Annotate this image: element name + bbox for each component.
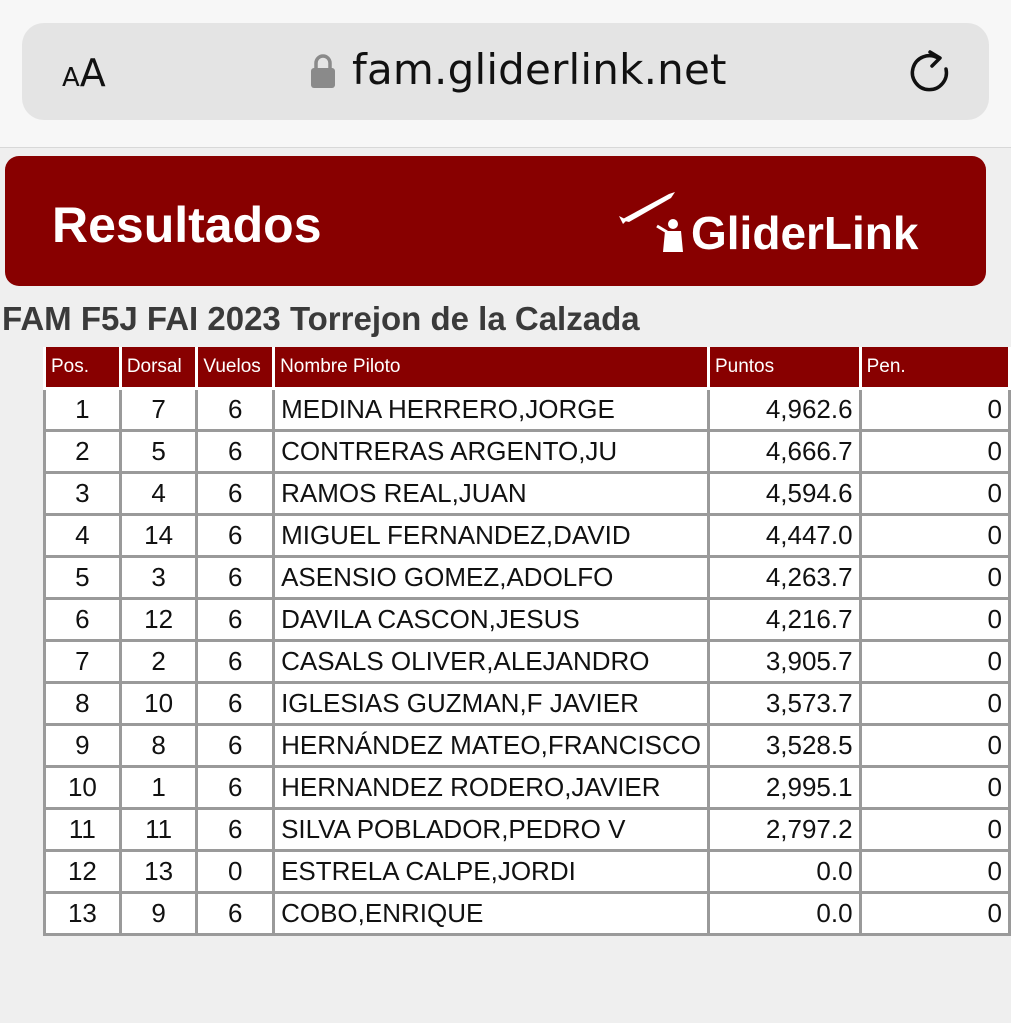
cell-puntos: 3,528.5 — [708, 725, 860, 767]
cell-position: 13 — [45, 893, 121, 935]
cell-position: 10 — [45, 767, 121, 809]
cell-dorsal: 5 — [120, 431, 197, 473]
table-row[interactable] — [45, 893, 1010, 935]
header-vuelos[interactable]: Vuelos — [197, 347, 274, 389]
table-row[interactable] — [45, 725, 1010, 767]
cell-pilot-name: COBO,ENRIQUE — [274, 893, 709, 935]
table-row[interactable] — [45, 851, 1010, 893]
table-row[interactable] — [45, 809, 1010, 851]
table-row[interactable] — [45, 767, 1010, 809]
cell-puntos: 2,797.2 — [708, 809, 860, 851]
cell-pilot-name: CONTRERAS ARGENTO,JU — [274, 431, 709, 473]
cell-vuelos: 6 — [197, 557, 274, 599]
table-row[interactable] — [45, 515, 1010, 557]
cell-pilot-name: ASENSIO GOMEZ,ADOLFO — [274, 557, 709, 599]
header-puntos[interactable]: Puntos — [708, 347, 860, 389]
cell-position: 8 — [45, 683, 121, 725]
table-row[interactable] — [45, 473, 1010, 515]
cell-pilot-name: HERNÁNDEZ MATEO,FRANCISCO — [274, 725, 709, 767]
cell-dorsal: 9 — [120, 893, 197, 935]
results-table — [43, 347, 1011, 936]
cell-puntos: 3,573.7 — [708, 683, 860, 725]
gliderlink-logo-text: GliderLink — [691, 207, 919, 259]
table-row[interactable] — [45, 389, 1010, 431]
header-pen[interactable]: Pen. — [860, 347, 1009, 389]
cell-penalty: 0 — [860, 473, 1009, 515]
cell-dorsal: 12 — [120, 599, 197, 641]
cell-pilot-name: CASALS OLIVER,ALEJANDRO — [274, 641, 709, 683]
cell-pilot-name: MIGUEL FERNANDEZ,DAVID — [274, 515, 709, 557]
cell-penalty: 0 — [860, 557, 1009, 599]
cell-dorsal: 10 — [120, 683, 197, 725]
page-title: Resultados — [52, 197, 322, 253]
browser-toolbar — [0, 0, 1011, 148]
table-row[interactable] — [45, 431, 1010, 473]
cell-position: 9 — [45, 725, 121, 767]
cell-vuelos: 6 — [197, 683, 274, 725]
cell-penalty: 0 — [860, 431, 1009, 473]
cell-position: 5 — [45, 557, 121, 599]
cell-penalty: 0 — [860, 809, 1009, 851]
cell-dorsal: 7 — [120, 389, 197, 431]
cell-puntos: 4,962.6 — [708, 389, 860, 431]
cell-dorsal: 4 — [120, 473, 197, 515]
cell-dorsal: 3 — [120, 557, 197, 599]
cell-penalty: 0 — [860, 893, 1009, 935]
cell-pilot-name: DAVILA CASCON,JESUS — [274, 599, 709, 641]
reload-icon[interactable] — [907, 49, 953, 95]
cell-vuelos: 6 — [197, 641, 274, 683]
cell-puntos: 4,594.6 — [708, 473, 860, 515]
cell-position: 7 — [45, 641, 121, 683]
cell-puntos: 0.0 — [708, 851, 860, 893]
cell-penalty: 0 — [860, 767, 1009, 809]
table-row[interactable] — [45, 641, 1010, 683]
cell-pilot-name: RAMOS REAL,JUAN — [274, 473, 709, 515]
cell-vuelos: 0 — [197, 851, 274, 893]
cell-position: 11 — [45, 809, 121, 851]
cell-pilot-name: MEDINA HERRERO,JORGE — [274, 389, 709, 431]
cell-position: 2 — [45, 431, 121, 473]
cell-dorsal: 8 — [120, 725, 197, 767]
table-header-row — [45, 347, 1010, 389]
cell-vuelos: 6 — [197, 809, 274, 851]
event-title: FAM F5J FAI 2023 Torrejon de la Calzada — [2, 300, 640, 337]
cell-pilot-name: ESTRELA CALPE,JORDI — [274, 851, 709, 893]
table-row[interactable] — [45, 599, 1010, 641]
cell-penalty: 0 — [860, 389, 1009, 431]
cell-vuelos: 6 — [197, 599, 274, 641]
cell-penalty: 0 — [860, 599, 1009, 641]
cell-position: 6 — [45, 599, 121, 641]
address-bar[interactable] — [22, 23, 989, 120]
cell-puntos: 4,216.7 — [708, 599, 860, 641]
header-banner — [5, 156, 986, 286]
cell-vuelos: 6 — [197, 431, 274, 473]
cell-puntos: 4,263.7 — [708, 557, 860, 599]
cell-penalty: 0 — [860, 641, 1009, 683]
cell-position: 4 — [45, 515, 121, 557]
cell-vuelos: 6 — [197, 515, 274, 557]
cell-puntos: 4,666.7 — [708, 431, 860, 473]
cell-dorsal: 2 — [120, 641, 197, 683]
cell-pilot-name: SILVA POBLADOR,PEDRO V — [274, 809, 709, 851]
cell-vuelos: 6 — [197, 767, 274, 809]
glider-logo-icon — [617, 186, 695, 256]
cell-puntos: 2,995.1 — [708, 767, 860, 809]
cell-puntos: 4,447.0 — [708, 515, 860, 557]
cell-dorsal: 11 — [120, 809, 197, 851]
cell-pilot-name: IGLESIAS GUZMAN,F JAVIER — [274, 683, 709, 725]
cell-vuelos: 6 — [197, 473, 274, 515]
cell-vuelos: 6 — [197, 389, 274, 431]
cell-penalty: 0 — [860, 725, 1009, 767]
lock-icon — [310, 53, 336, 89]
cell-penalty: 0 — [860, 851, 1009, 893]
header-dorsal[interactable]: Dorsal — [120, 347, 197, 389]
cell-vuelos: 6 — [197, 893, 274, 935]
cell-position: 3 — [45, 473, 121, 515]
table-row[interactable] — [45, 557, 1010, 599]
table-row[interactable] — [45, 683, 1010, 725]
header-pos[interactable]: Pos. — [45, 347, 121, 389]
cell-pilot-name: HERNANDEZ RODERO,JAVIER — [274, 767, 709, 809]
cell-dorsal: 13 — [120, 851, 197, 893]
cell-puntos: 3,905.7 — [708, 641, 860, 683]
cell-dorsal: 14 — [120, 515, 197, 557]
url-text[interactable]: fam.gliderlink.net — [352, 45, 727, 94]
text-size-button[interactable]: AA — [62, 51, 106, 95]
cell-position: 12 — [45, 851, 121, 893]
cell-vuelos: 6 — [197, 725, 274, 767]
cell-dorsal: 1 — [120, 767, 197, 809]
header-name[interactable]: Nombre Piloto — [274, 347, 709, 389]
cell-penalty: 0 — [860, 515, 1009, 557]
cell-puntos: 0.0 — [708, 893, 860, 935]
cell-penalty: 0 — [860, 683, 1009, 725]
cell-position: 1 — [45, 389, 121, 431]
